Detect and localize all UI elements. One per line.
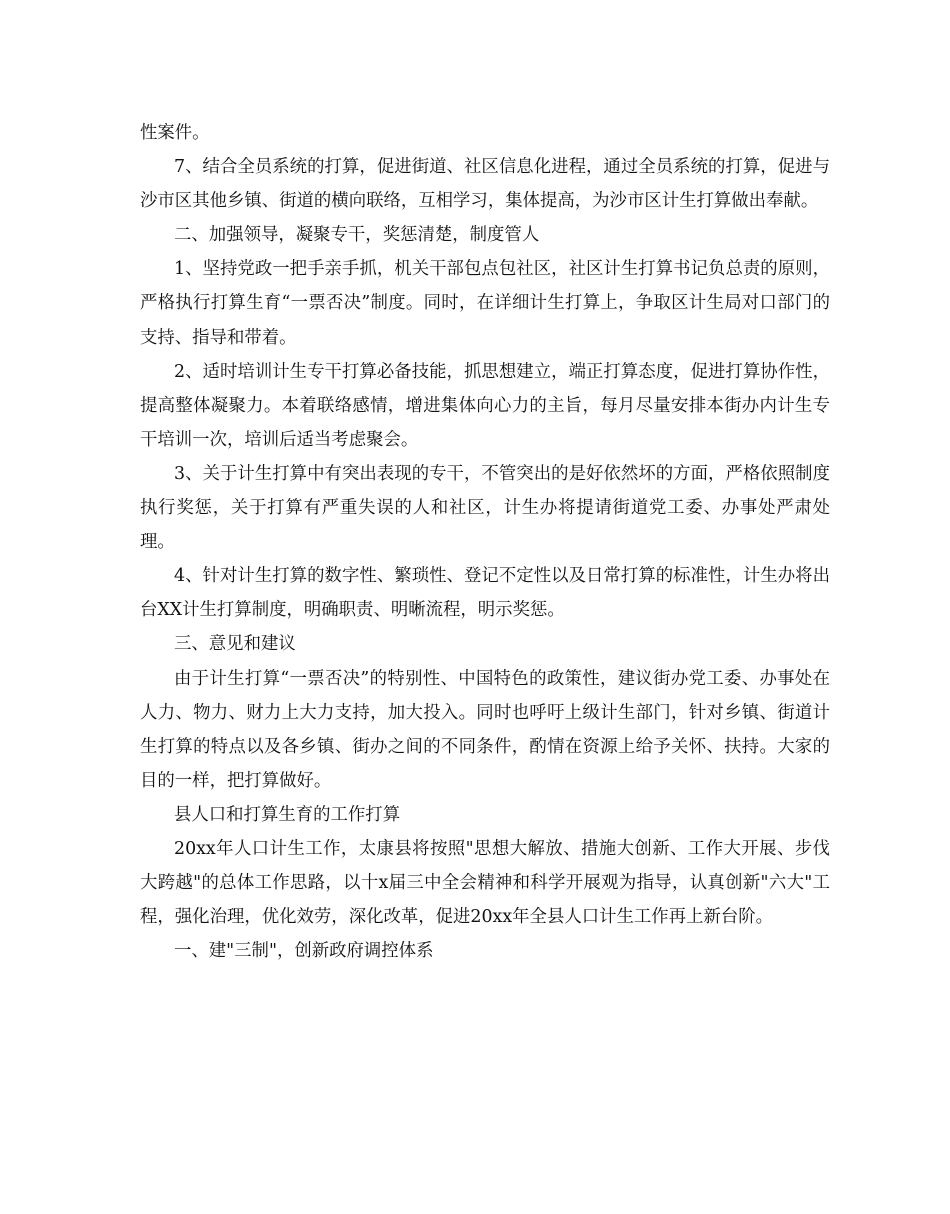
document-body (140, 116, 830, 968)
paragraph-11: 20xx年人口计生工作，太康县将按照"思想大解放、措施大创新、工作大开展、步伐大跨越"的总体工作思路，以十x届三中全会精神和科学开展观为指导，认真创新"六大"工程，强化治理，优化效劳，深化改革，促进20xx年全县人口计生工作再上新台阶。 (140, 838, 830, 928)
section-heading-3: 三、意见和建议 (174, 634, 296, 655)
paragraph-9: 由于计生打算“一票否决”的特别性、中国特色的政策性，建议街办党工委、办事处在人力、物力、财力上大力支持，加大投入。同时也呼吁上级计生部门，针对乡镇、街道计生打算的特点以及各乡镇、街办之间的不同条件，酌情在资源上给予关怀、扶持。大家的目的一样，把打算做好。 (140, 668, 830, 791)
paragraph-5: 2、适时培训计生专干打算必备技能，抓思想建立，端正打算态度，促进打算协作性，提高整体凝聚力。本着联络感情，增进集体向心力的主旨，每月尽量安排本街办内计生专干培训一次，培训后适当考虑聚会。 (140, 361, 830, 450)
paragraph-7: 4、针对计生打算的数字性、繁琐性、登记不定性以及日常打算的标准性，计生办将出台XX计生打算制度，明确职责、明晰流程，明示奖惩。 (140, 566, 830, 621)
document-title: 县人口和打算生育的工作打算 (174, 804, 401, 825)
section-heading-2: 二、加强领导，凝聚专干，奖惩清楚，制度管人 (174, 225, 540, 246)
section-heading-1: 一、建"三制"，创新政府调控体系 (174, 941, 434, 962)
paragraph-4: 1、坚持党政一把手亲手抓，机关干部包点包社区，社区计生打算书记负总责的原则，严格执行打算生育“一票否决”制度。同时，在详细计生打算上，争取区计生局对口部门的支持、指导和带着。 (140, 259, 830, 348)
paragraph-1: 性案件。 (140, 123, 210, 143)
paragraph-2: 7、结合全员系统的打算，促进街道、社区信息化进程，通过全员系统的打算，促进与沙市区其他乡镇、街道的横向联络，互相学习，集体提高，为沙市区计生打算做出奉献。 (140, 157, 830, 212)
paragraph-6: 3、关于计生打算中有突出表现的专干，不管突出的是好依然坏的方面，严格依照制度执行奖惩，关于打算有严重失误的人和社区，计生办将提请街道党工委、办事处严肃处理。 (140, 463, 830, 553)
